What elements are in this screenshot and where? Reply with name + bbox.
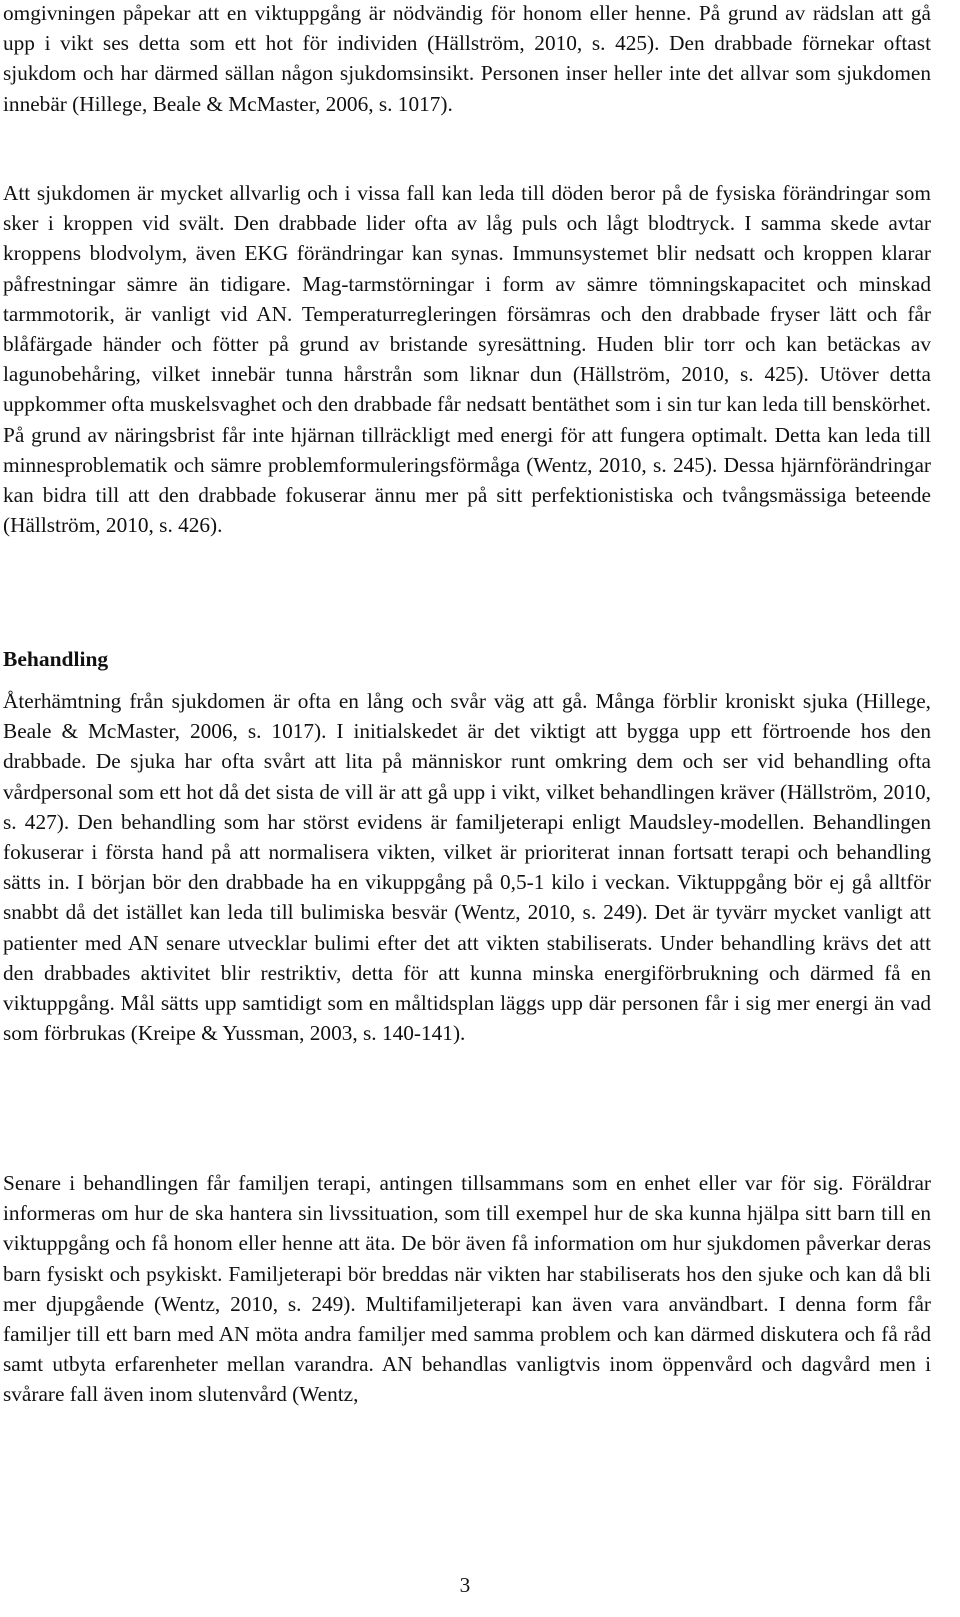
paragraph-illness-denial: omgivningen påpekar att en viktuppgång är nödvändig för honom eller henne. På grund av rädslan att gå upp i vikt ses detta som ett hot för individen (Hällström, 2010, s. 425). Den drabbade förnekar oftast sjukdom och har därmed sällan någon sjukdomsinsikt. Personen inser heller inte det allvar som sjukdomen innebär (Hillege, Beale & McMaster, 2006, s. 1017). xyxy=(3,1,931,116)
page-number: 3 xyxy=(459,1573,471,1597)
paragraph-treatment-recovery: Återhämtning från sjukdomen är ofta en lång och svår väg att gå. Många förblir kroniskt sjuka (Hillege, Beale & McMaster, 2006, s. 1017). I initialskedet är det viktigt att bygga upp ett förtroende hos den drabbade. De sjuka har ofta svårt att lita på människor runt omkring dem och ser vid behandling ofta vårdpersonal som ett hot då det sista de vill är att gå upp i vikt, vilket behandlingen kräver (Hällström, 2010, s. 427). Den behandling som har störst evidens är familjeterapi enligt Maudsley-modellen. Behandlingen fokuserar i första hand på att normalisera vikten, vilket är prioriterat innan fortsatt terapi och behandling sätts in. I början bör den drabbade ha en vikuppgång på 0,5-1 kilo i veckan. Viktuppgång bör ej gå alltför snabbt då det istället kan leda till bulimiska besvär (Wentz, 2010, s. 249). Det är tyvärr mycket vanligt att patienter med AN senare utvecklar bulimi efter det att vikten stabiliserats. Under behandling krävs det att den drabbades aktivitet blir restriktiv, detta för att kunna minska energiförbrukning och därmed få en viktuppgång. Mål sätts upp samtidigt som en måltidsplan läggs upp där personen får i sig mer energi än vad som förbrukas (Kreipe & Yussman, 2003, s. 140-141). xyxy=(3,689,931,1046)
paragraph-family-therapy: Senare i behandlingen får familjen terapi, antingen tillsammans som en enhet eller var för sig. Föräldrar informeras om hur de ska hantera sin livssituation, som till exempel hur de ska kunna hjälpa sitt barn till en viktuppgång och få honom eller henne att äta. De bör även få information om hur sjukdomen påverkar deras barn fysiskt och psykiskt. Familjeterapi bör breddas när vikten har stabiliserats hos den sjuke och kan då bli mer djupgående (Wentz, 2010, s. 249). Multifamiljeterapi kan även vara användbart. I denna form får familjer till ett barn med AN möta andra familjer med samma problem och kan därmed diskutera och få råd samt utbyta erfarenheter mellan varandra. AN behandlas vanligtvis inom öppenvård och dagvård men i svårare fall även inom slutenvård (Wentz, xyxy=(3,1171,931,1407)
paragraph-physical-changes: Att sjukdomen är mycket allvarlig och i vissa fall kan leda till döden beror på de fysiska förändringar som sker i kroppen vid svält. Den drabbade lider ofta av låg puls och lågt blodtryck. I samma skede avtar kroppens blodvolym, även EKG förändringar kan synas. Immunsystemet blir nedsatt och kroppen klarar påfrestningar sämre än tidigare. Mag-tarmstörningar i form av sämre tömningskapacitet och minskad tarmmotorik, är vanligt vid AN. Temperaturregleringen försämras och den drabbade fryser lätt och får blåfärgade händer och fötter på grund av bristande syresättning. Huden blir torr och kan betäckas av lagunobehåring, vilket innebär tunna hårstrån som liknar dun (Hällström, 2010, s. 425). Utöver detta uppkommer ofta muskelsvaghet och den drabbade får nedsatt bentäthet som i sin tur kan leda till benskörhet. På grund av näringsbrist får inte hjärnan tillräckligt med energi för att fungera optimalt. Detta kan leda till minnesproblematik och sämre problemformuleringsförmåga (Wentz, 2010, s. 245). Dessa hjärnförändringar kan bidra till att den drabbade fokuserar ännu mer på sitt perfektionistiska och tvångsmässiga beteende (Hällström, 2010, s. 426). xyxy=(3,181,931,538)
section-heading-behandling: Behandling xyxy=(3,647,109,671)
